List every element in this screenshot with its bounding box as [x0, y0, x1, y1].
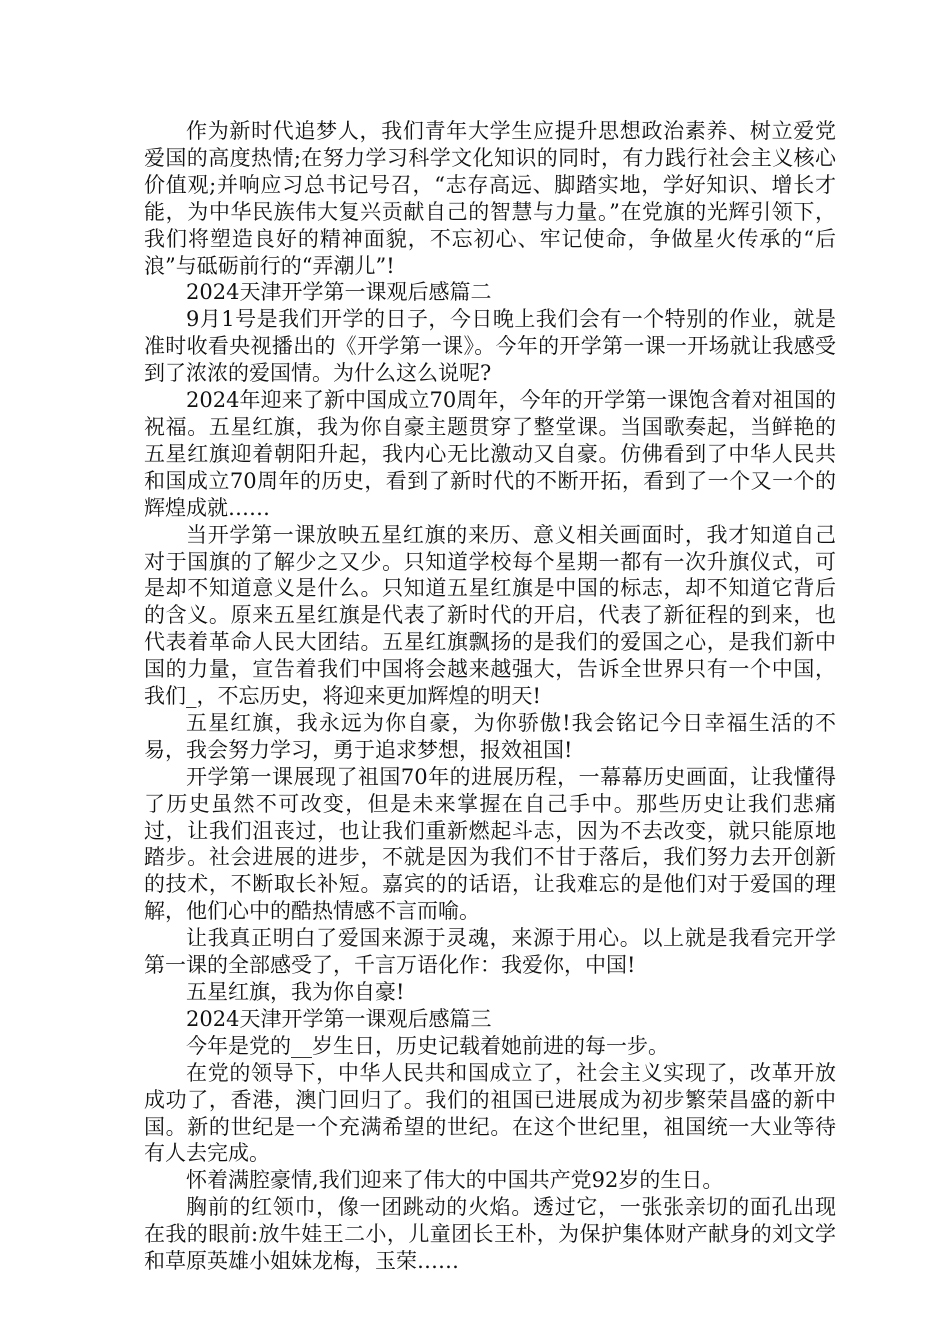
- section-heading-2: 2024天津开学第一课观后感篇二: [186, 280, 492, 305]
- paragraph-12: 胸前的红领巾，像一团跳动的火焰。透过它，一张张亲切的面孔出现在我的眼前:放牛娃王二小，儿童团长王朴，为保护集体财产献身的刘文学和草原英雄小姐妹龙梅，玉荣……: [144, 1195, 836, 1274]
- paragraph-7: 让我真正明白了爱国来源于灵魂，来源于用心。以上就是我看完开学第一课的全部感受了，千言万语化作：我爱你，中国!: [144, 926, 836, 978]
- paragraph-6: 开学第一课展现了祖国70年的进展历程，一幕幕历史画面，让我懂得了历史虽然不可改变，但是未来掌握在自己手中。那些历史让我们悲痛过，让我们沮丧过，也让我们重新燃起斗志，因为不去改变，就只能原地踏步。社会进展的进步，不就是因为我们不甘于落后，我们努力去开创新的技术，不断取长补短。嘉宾的的话语，让我难忘的是他们对于爱国的理解，他们心中的酷热情感不言而喻。: [144, 764, 836, 924]
- paragraph-4: 当开学第一课放映五星红旗的来历、意义相关画面时，我才知道自己对于国旗的了解少之又少。只知道学校每个星期一都有一次升旗仪式，可是却不知道意义是什么。只知道五星红旗是中国的标志，却不知道它背后的含义。原来五星红旗是代表了新时代的开启，代表了新征程的到来，也代表着革命人民大团结。五星红旗飘扬的是我们的爱国之心，是我们新中国的力量，宣告着我们中国将会越来越强大，告诉全世界只有一个中国，我们_，不忘历史，将迎来更加辉煌的明天!: [144, 522, 836, 709]
- document-body: [144, 118, 836, 1275]
- paragraph-3: 2024年迎来了新中国成立70周年，今年的开学第一课饱含着对祖国的祝福。五星红旗，我为你自豪主题贯穿了整堂课。当国歌奏起，当鲜艳的五星红旗迎着朝阳升起，我内心无比激动又自豪。仿佛看到了中华人民共和国成立70周年的历史，看到了新时代的不断开拓，看到了一个又一个的辉煌成就……: [144, 388, 836, 520]
- paragraph-11: 怀着满腔豪情,我们迎来了伟大的中国共产党92岁的生日。: [186, 1168, 724, 1193]
- section-heading-3: 2024天津开学第一课观后感篇三: [186, 1006, 492, 1031]
- paragraph-8: 五星红旗，我为你自豪!: [186, 980, 405, 1004]
- paragraph-2: 9月1号是我们开学的日子，今日晚上我们会有一个特别的作业，就是准时收看央视播出的《开学第一课》。今年的开学第一课一开场就让我感受到了浓浓的爱国情。为什么这么说呢?: [144, 307, 836, 386]
- paragraph-1: 作为新时代追梦人，我们青年大学生应提升思想政治素养、树立爱党爱国的高度热情;在努力学习科学文化知识的同时，有力践行社会主义核心价值观;并响应习总书记号召，“志存高远、脚踏实地，学好知识、增长才能，为中华民族伟大复兴贡献自己的智慧与力量。”在党旗的光辉引领下，我们将塑造良好的精神面貌，不忘初心、牢记使命，争做星火传承的“后浪”与砥砺前行的“弄潮儿”!: [144, 119, 836, 278]
- paragraph-10: 在党的领导下，中华人民共和国成立了，社会主义实现了，改革开放成功了，香港，澳门回归了。我们的祖国已进展成为初步繁荣昌盛的新中国。新的世纪是一个充满希望的世纪。在这个世纪里，祖国统一大业等待有人去完成。: [144, 1060, 836, 1166]
- paragraph-5: 五星红旗，我永远为你自豪，为你骄傲!我会铭记今日幸福生活的不易，我会努力学习，勇于追求梦想，报效祖国!: [144, 710, 836, 762]
- paragraph-9: 今年是党的__岁生日，历史记载着她前进的每一步。: [186, 1033, 669, 1058]
